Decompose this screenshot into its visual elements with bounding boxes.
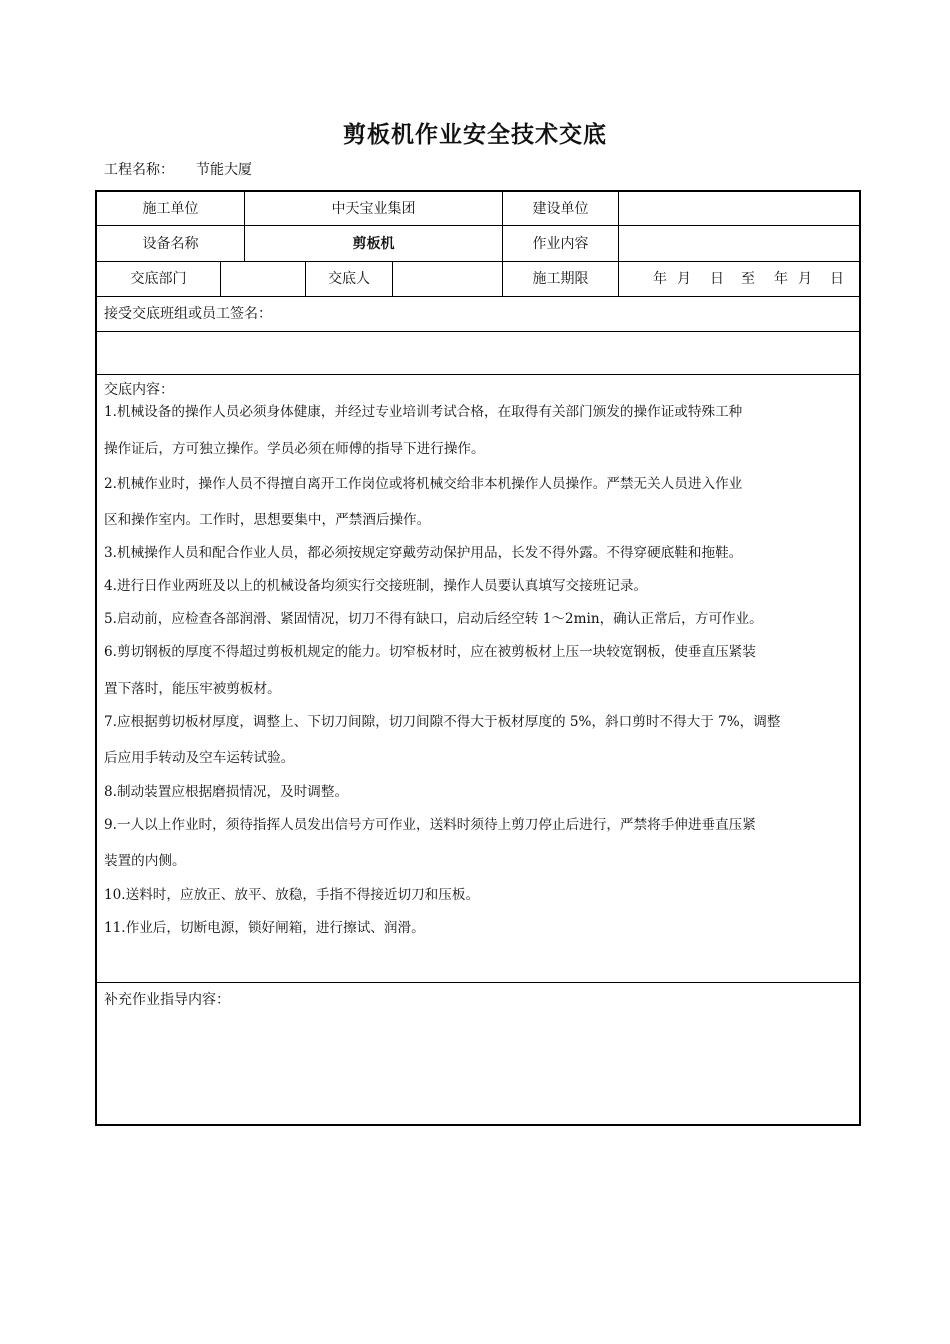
period-to: 至 — [741, 271, 755, 287]
content-label: 交底内容： — [104, 382, 174, 398]
content-item: 2.机械作业时，操作人员不得擅自离开工作岗位或将机械交给非本机操作人员操作。严禁无关人员进入作业 — [104, 476, 743, 492]
document-title: 剪板机作业安全技术交底 — [343, 122, 607, 148]
row-divider — [97, 296, 859, 297]
period-month-start: 月 — [677, 271, 691, 287]
content-item: 9.一人以上作业时，须待指挥人员发出信号方可作业，送料时须待上剪刀停止后进行，严禁将手伸进垂直压紧 — [104, 817, 756, 833]
project-name-value: 节能大厦 — [196, 162, 252, 178]
column-divider — [392, 261, 393, 296]
row-divider — [97, 374, 859, 375]
supplement-label: 补充作业指导内容： — [104, 992, 230, 1008]
content-item: 6.剪切钢板的厚度不得超过剪板机规定的能力。切窄板材时，应在被剪板材上压一块较宽钢板，使垂直压紧装 — [104, 644, 756, 660]
row-divider — [97, 225, 859, 226]
content-item: 4.进行日作业两班及以上的机械设备均须实行交接班制，操作人员要认真填写交接班记录。 — [104, 578, 648, 594]
period-month-end: 月 — [798, 271, 812, 287]
signature-label: 接受交底班组或员工签名： — [104, 306, 272, 322]
content-item: 后应用手转动及空车运转试验。 — [104, 750, 295, 766]
content-item: 11.作业后，切断电源，锁好闸箱，进行擦试、润滑。 — [104, 920, 425, 936]
safety-briefing-table — [95, 190, 861, 1126]
content-item: 区和操作室内。工作时，思想要集中，严禁酒后操作。 — [104, 512, 431, 528]
project-name-line — [104, 159, 252, 179]
work-content-label: 作业内容 — [532, 236, 589, 252]
content-item: 8.制动装置应根据磨损情况，及时调整。 — [104, 784, 349, 800]
content-item: 置下落时，能压牢被剪板材。 — [104, 681, 281, 697]
content-item: 10.送料时，应放正、放平、放稳，手指不得接近切刀和压板。 — [104, 887, 480, 903]
briefing-department-label: 交底部门 — [130, 271, 187, 287]
briefer-label: 交底人 — [328, 271, 370, 287]
project-name-label: 工程名称： — [104, 162, 174, 178]
construction-unit-value: 中天宝业集团 — [331, 201, 416, 217]
period-year-end: 年 — [774, 271, 788, 287]
content-item: 装置的内侧。 — [104, 853, 186, 869]
row-divider — [97, 261, 859, 262]
construction-period-label: 施工期限 — [532, 271, 589, 287]
content-item: 5.启动前，应检查各部润滑、紧固情况，切刀不得有缺口，启动后经空转 1～2min，确认正常后，方可作业。 — [104, 611, 763, 627]
content-item: 7.应根据剪切板材厚度，调整上、下切刀间隙，切刀间隙不得大于板材厚度的 5%，斜口剪时不得大于 7%，调整 — [104, 714, 781, 730]
content-item: 操作证后，方可独立操作。学员必须在师傅的指导下进行操作。 — [104, 441, 485, 457]
period-year-start: 年 — [653, 271, 667, 287]
content-item: 3.机械操作人员和配合作业人员，都必须按规定穿戴劳动保护用品，长发不得外露。不得穿硬底鞋和拖鞋。 — [104, 545, 743, 561]
period-day-end: 日 — [830, 271, 844, 287]
row-divider — [97, 982, 859, 983]
content-item: 1.机械设备的操作人员必须身体健康，并经过专业培训考试合格，在取得有关部门颁发的操作证或特殊工种 — [104, 404, 743, 420]
period-day-start: 日 — [710, 271, 724, 287]
column-divider — [618, 192, 619, 296]
column-divider — [220, 261, 221, 296]
owner-unit-label: 建设单位 — [532, 201, 589, 217]
equipment-name-label: 设备名称 — [142, 236, 199, 252]
equipment-name-value: 剪板机 — [352, 236, 395, 252]
row-divider — [97, 331, 859, 332]
construction-unit-label: 施工单位 — [142, 201, 199, 217]
